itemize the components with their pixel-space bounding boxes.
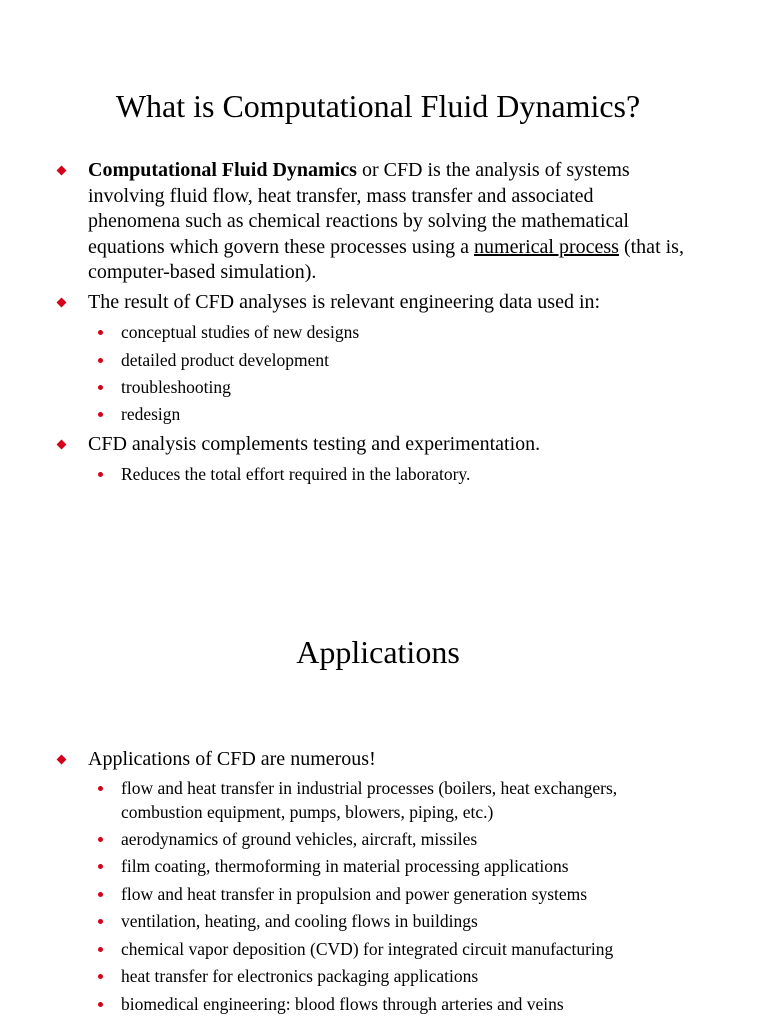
sub-bullet xyxy=(121,463,701,487)
bullet-cfd-analysis xyxy=(88,432,688,458)
sub-bullet-text: biomedical engineering: blood flows through arteries and veins xyxy=(121,994,564,1014)
sub-bullet xyxy=(121,403,701,427)
sub-bullet xyxy=(121,910,701,934)
sub-bullet xyxy=(121,965,701,989)
slide-title: Applications xyxy=(296,634,460,670)
sub-bullet-text: troubleshooting xyxy=(121,377,231,397)
bullet-applications xyxy=(88,747,688,773)
sub-bullet xyxy=(121,938,701,962)
sub-bullet-text: aerodynamics of ground vehicles, aircraft, missiles xyxy=(121,829,478,849)
sub-bullet-text: ventilation, heating, and cooling flows in buildings xyxy=(121,911,478,931)
dot-bullet-icon xyxy=(98,947,103,952)
dot-bullet-icon xyxy=(98,330,103,335)
underlined-term: numerical process xyxy=(474,235,619,258)
sub-bullet xyxy=(121,883,701,907)
diamond-bullet-icon xyxy=(57,755,67,765)
diamond-bullet-icon xyxy=(57,298,67,308)
sub-bullet-text: conceptual studies of new designs xyxy=(121,322,360,342)
bullet-text: Applications of CFD are numerous! xyxy=(88,748,376,770)
sub-bullet-text: chemical vapor deposition (CVD) for integrated circuit manufacturing xyxy=(121,939,614,959)
bold-term: Computational Fluid Dynamics xyxy=(88,159,357,181)
dot-bullet-icon xyxy=(98,385,103,390)
diamond-bullet-icon xyxy=(57,440,67,450)
diamond-bullet-icon xyxy=(57,166,67,176)
sub-bullet-text: redesign xyxy=(121,404,181,424)
dot-bullet-icon xyxy=(98,864,103,869)
sub-bullet xyxy=(121,321,701,345)
bullet-text: The result of CFD analyses is relevant engineering data used in: xyxy=(88,291,601,313)
dot-bullet-icon xyxy=(98,412,103,417)
sub-bullet-text: Reduces the total effort required in the laboratory. xyxy=(121,464,471,484)
bullet-cfd-definition xyxy=(88,158,688,286)
definition-text: or CFD is the analysis of systems involving fluid flow, heat transfer, mass transfer and associated phenomena such as chemical reactions by solving the mathematical equations which govern these processes using a xyxy=(88,159,630,258)
slide-title: What is Computational Fluid Dynamics? xyxy=(115,88,641,124)
dot-bullet-icon xyxy=(98,786,103,791)
dot-bullet-icon xyxy=(98,1002,103,1007)
dot-bullet-icon xyxy=(98,892,103,897)
dot-bullet-icon xyxy=(98,919,103,924)
sub-bullet xyxy=(121,828,701,852)
sub-bullet xyxy=(121,349,701,373)
dot-bullet-icon xyxy=(98,472,103,477)
sub-bullet-text: film coating, thermoforming in material processing applications xyxy=(121,856,569,876)
bullet-text: CFD analysis complements testing and experimentation. xyxy=(88,433,541,455)
sub-bullet-text: flow and heat transfer in propulsion and power generation systems xyxy=(121,884,588,904)
sub-bullet xyxy=(121,777,681,824)
sub-bullet xyxy=(121,376,701,400)
dot-bullet-icon xyxy=(98,837,103,842)
dot-bullet-icon xyxy=(98,974,103,979)
definition-text-end: (that is, computer-based simulation). xyxy=(88,235,684,283)
sub-bullet xyxy=(121,993,701,1017)
sub-bullet-text: flow and heat transfer in industrial processes (boilers, heat exchangers, combustion equipment, pumps, blowers, piping, etc.) xyxy=(121,778,618,822)
sub-bullet-text: heat transfer for electronics packaging applications xyxy=(121,966,479,986)
bullet-cfd-results xyxy=(88,290,688,316)
sub-bullet xyxy=(121,855,701,879)
sub-bullet-text: detailed product development xyxy=(121,350,329,370)
dot-bullet-icon xyxy=(98,358,103,363)
